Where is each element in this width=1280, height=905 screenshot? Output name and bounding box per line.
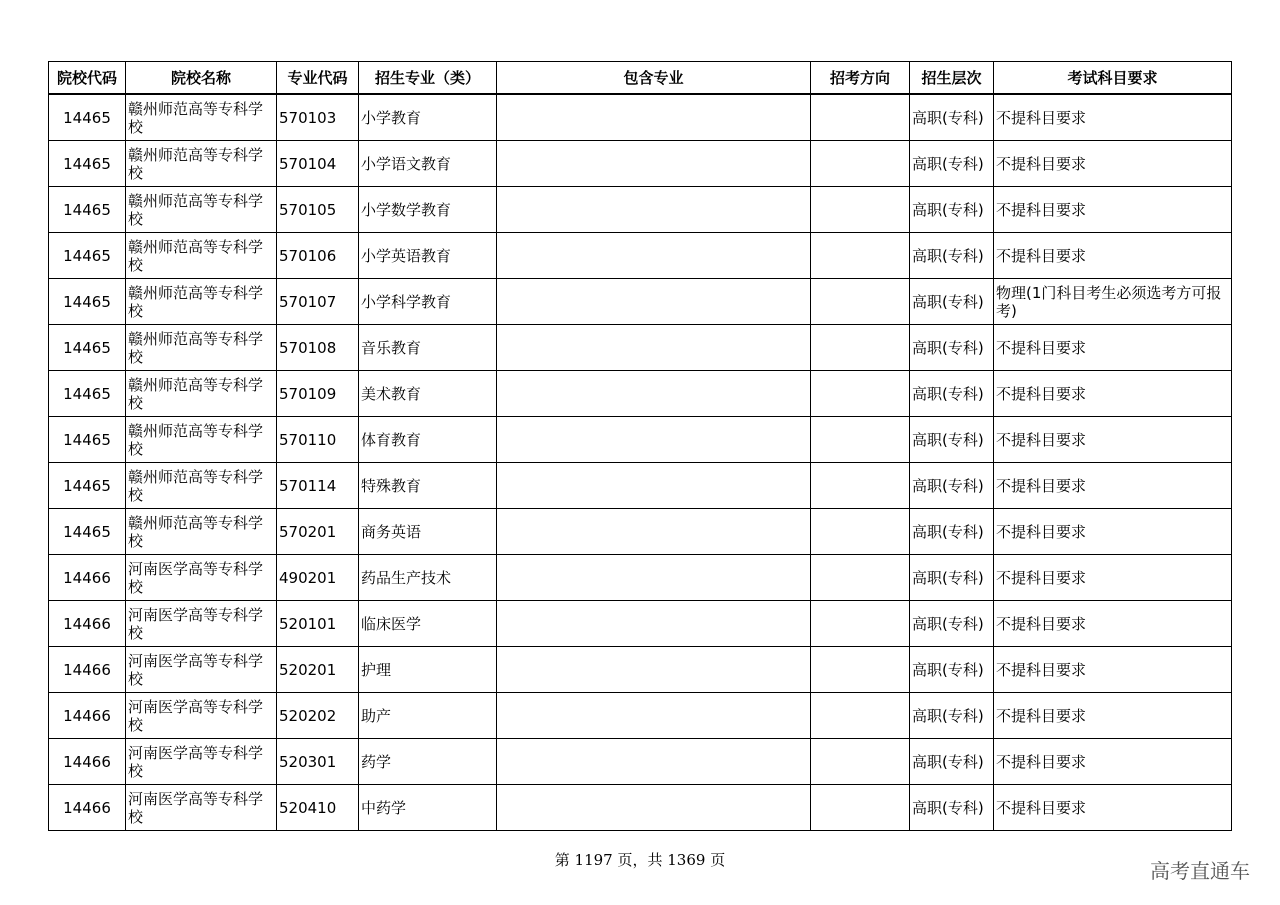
major-code-cell: 570105	[277, 187, 359, 233]
major-cell: 中药学	[359, 785, 497, 831]
included-majors-cell	[497, 279, 811, 325]
school-code-cell: 14465	[49, 94, 126, 141]
included-majors-cell	[497, 647, 811, 693]
table-row	[49, 279, 1232, 325]
table-row	[49, 739, 1232, 785]
level-cell: 高职(专科)	[910, 785, 994, 831]
direction-cell	[811, 233, 910, 279]
major-code-cell: 520202	[277, 693, 359, 739]
school-code-cell: 14466	[49, 739, 126, 785]
subject-requirement-cell: 物理(1门科目考生必须选考方可报考)	[994, 279, 1232, 325]
level-cell: 高职(专科)	[910, 463, 994, 509]
major-cell: 小学科学教育	[359, 279, 497, 325]
school-code-cell: 14466	[49, 601, 126, 647]
header-school-name: 院校名称	[126, 62, 277, 95]
major-code-cell: 570107	[277, 279, 359, 325]
school-name-cell: 河南医学高等专科学校	[126, 739, 277, 785]
included-majors-cell	[497, 463, 811, 509]
major-code-cell: 570104	[277, 141, 359, 187]
major-code-cell: 520101	[277, 601, 359, 647]
school-name-cell: 赣州师范高等专科学校	[126, 233, 277, 279]
level-cell: 高职(专科)	[910, 279, 994, 325]
school-name-cell: 河南医学高等专科学校	[126, 693, 277, 739]
major-cell: 小学语文教育	[359, 141, 497, 187]
school-name-cell: 河南医学高等专科学校	[126, 647, 277, 693]
header-school-code: 院校代码	[49, 62, 126, 95]
subject-requirement-cell: 不提科目要求	[994, 94, 1232, 141]
table-row	[49, 463, 1232, 509]
subject-requirement-cell: 不提科目要求	[994, 647, 1232, 693]
table-row	[49, 141, 1232, 187]
major-code-cell: 570108	[277, 325, 359, 371]
school-name-cell: 河南医学高等专科学校	[126, 601, 277, 647]
major-code-cell: 520410	[277, 785, 359, 831]
table-row	[49, 325, 1232, 371]
table-row	[49, 555, 1232, 601]
major-cell: 音乐教育	[359, 325, 497, 371]
level-cell: 高职(专科)	[910, 417, 994, 463]
table-row	[49, 509, 1232, 555]
page-number: 第 1197 页，共 1369 页	[554, 851, 726, 869]
school-name-cell: 河南医学高等专科学校	[126, 785, 277, 831]
direction-cell	[811, 647, 910, 693]
header-row	[49, 62, 1232, 95]
included-majors-cell	[497, 693, 811, 739]
direction-cell	[811, 601, 910, 647]
header-major-code: 专业代码	[277, 62, 359, 95]
subject-requirement-cell: 不提科目要求	[994, 417, 1232, 463]
table-row	[49, 601, 1232, 647]
school-name-cell: 赣州师范高等专科学校	[126, 463, 277, 509]
major-code-cell: 570103	[277, 94, 359, 141]
included-majors-cell	[497, 555, 811, 601]
major-cell: 小学教育	[359, 94, 497, 141]
school-name-cell: 赣州师范高等专科学校	[126, 94, 277, 141]
subject-requirement-cell: 不提科目要求	[994, 509, 1232, 555]
level-cell: 高职(专科)	[910, 141, 994, 187]
subject-requirement-cell: 不提科目要求	[994, 693, 1232, 739]
direction-cell	[811, 785, 910, 831]
school-code-cell: 14465	[49, 371, 126, 417]
included-majors-cell	[497, 141, 811, 187]
major-code-cell: 570114	[277, 463, 359, 509]
school-code-cell: 14466	[49, 693, 126, 739]
major-cell: 药品生产技术	[359, 555, 497, 601]
level-cell: 高职(专科)	[910, 647, 994, 693]
admissions-table	[48, 61, 1232, 831]
school-code-cell: 14465	[49, 417, 126, 463]
table-row	[49, 785, 1232, 831]
header-direction: 招考方向	[811, 62, 910, 95]
table-row	[49, 371, 1232, 417]
included-majors-cell	[497, 417, 811, 463]
major-code-cell: 570110	[277, 417, 359, 463]
level-cell: 高职(专科)	[910, 555, 994, 601]
major-cell: 特殊教育	[359, 463, 497, 509]
direction-cell	[811, 739, 910, 785]
subject-requirement-cell: 不提科目要求	[994, 325, 1232, 371]
header-included-majors: 包含专业	[497, 62, 811, 95]
school-name-cell: 赣州师范高等专科学校	[126, 325, 277, 371]
major-cell: 药学	[359, 739, 497, 785]
major-code-cell: 520201	[277, 647, 359, 693]
direction-cell	[811, 187, 910, 233]
included-majors-cell	[497, 509, 811, 555]
direction-cell	[811, 325, 910, 371]
major-cell: 美术教育	[359, 371, 497, 417]
level-cell: 高职(专科)	[910, 739, 994, 785]
included-majors-cell	[497, 739, 811, 785]
subject-requirement-cell: 不提科目要求	[994, 601, 1232, 647]
subject-requirement-cell: 不提科目要求	[994, 555, 1232, 601]
major-cell: 护理	[359, 647, 497, 693]
direction-cell	[811, 509, 910, 555]
school-name-cell: 赣州师范高等专科学校	[126, 417, 277, 463]
major-cell: 助产	[359, 693, 497, 739]
school-code-cell: 14465	[49, 325, 126, 371]
direction-cell	[811, 94, 910, 141]
school-name-cell: 赣州师范高等专科学校	[126, 371, 277, 417]
school-code-cell: 14465	[49, 141, 126, 187]
major-cell: 小学数学教育	[359, 187, 497, 233]
major-cell: 商务英语	[359, 509, 497, 555]
header-level: 招生层次	[910, 62, 994, 95]
school-name-cell: 赣州师范高等专科学校	[126, 141, 277, 187]
included-majors-cell	[497, 601, 811, 647]
school-code-cell: 14465	[49, 279, 126, 325]
table-body	[49, 94, 1232, 831]
level-cell: 高职(专科)	[910, 187, 994, 233]
school-code-cell: 14465	[49, 187, 126, 233]
included-majors-cell	[497, 94, 811, 141]
included-majors-cell	[497, 371, 811, 417]
major-code-cell: 570109	[277, 371, 359, 417]
level-cell: 高职(专科)	[910, 601, 994, 647]
included-majors-cell	[497, 187, 811, 233]
school-name-cell: 赣州师范高等专科学校	[126, 279, 277, 325]
direction-cell	[811, 555, 910, 601]
school-code-cell: 14466	[49, 785, 126, 831]
level-cell: 高职(专科)	[910, 94, 994, 141]
direction-cell	[811, 417, 910, 463]
included-majors-cell	[497, 785, 811, 831]
school-code-cell: 14465	[49, 463, 126, 509]
level-cell: 高职(专科)	[910, 371, 994, 417]
subject-requirement-cell: 不提科目要求	[994, 739, 1232, 785]
table-row	[49, 417, 1232, 463]
table-row	[49, 94, 1232, 141]
major-code-cell: 490201	[277, 555, 359, 601]
header-subject-requirement: 考试科目要求	[994, 62, 1232, 95]
major-code-cell: 570201	[277, 509, 359, 555]
subject-requirement-cell: 不提科目要求	[994, 463, 1232, 509]
major-code-cell: 570106	[277, 233, 359, 279]
school-code-cell: 14465	[49, 233, 126, 279]
table-row	[49, 233, 1232, 279]
major-cell: 临床医学	[359, 601, 497, 647]
subject-requirement-cell: 不提科目要求	[994, 141, 1232, 187]
subject-requirement-cell: 不提科目要求	[994, 233, 1232, 279]
subject-requirement-cell: 不提科目要求	[994, 785, 1232, 831]
school-code-cell: 14466	[49, 555, 126, 601]
table-row	[49, 187, 1232, 233]
subject-requirement-cell: 不提科目要求	[994, 187, 1232, 233]
direction-cell	[811, 141, 910, 187]
included-majors-cell	[497, 233, 811, 279]
level-cell: 高职(专科)	[910, 325, 994, 371]
level-cell: 高职(专科)	[910, 509, 994, 555]
table-row	[49, 647, 1232, 693]
direction-cell	[811, 463, 910, 509]
subject-requirement-cell: 不提科目要求	[994, 371, 1232, 417]
included-majors-cell	[497, 325, 811, 371]
header-major: 招生专业（类）	[359, 62, 497, 95]
major-cell: 小学英语教育	[359, 233, 497, 279]
level-cell: 高职(专科)	[910, 693, 994, 739]
school-name-cell: 赣州师范高等专科学校	[126, 509, 277, 555]
table-row	[49, 693, 1232, 739]
school-code-cell: 14466	[49, 647, 126, 693]
major-code-cell: 520301	[277, 739, 359, 785]
watermark: 高考直通车	[1150, 859, 1250, 883]
school-name-cell: 河南医学高等专科学校	[126, 555, 277, 601]
direction-cell	[811, 371, 910, 417]
school-code-cell: 14465	[49, 509, 126, 555]
direction-cell	[811, 279, 910, 325]
direction-cell	[811, 693, 910, 739]
level-cell: 高职(专科)	[910, 233, 994, 279]
major-cell: 体育教育	[359, 417, 497, 463]
school-name-cell: 赣州师范高等专科学校	[126, 187, 277, 233]
